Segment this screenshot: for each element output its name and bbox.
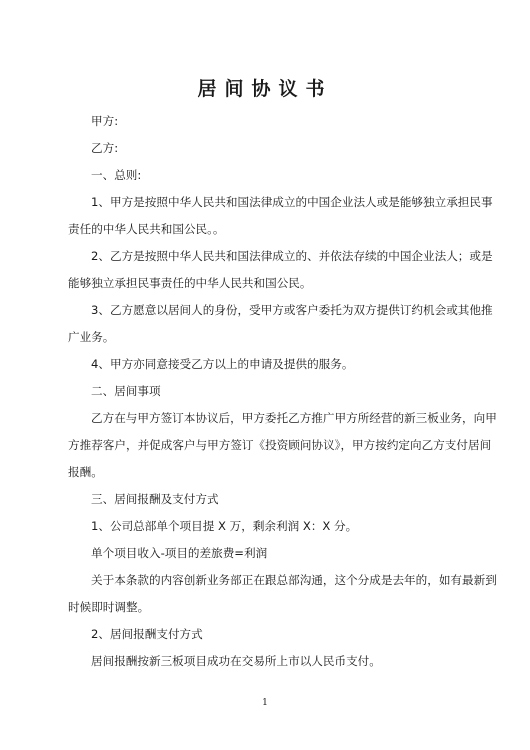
clause-1-4: 4、甲方亦同意接受乙方以上的申请及提供的服务。	[91, 357, 354, 371]
section-heading-remuneration: 三、居间报酬及支付方式	[91, 492, 219, 506]
clause-1-2-line-2: 能够独立承担民事责任的中华人民共和国公民。	[68, 276, 312, 290]
section-heading-matters: 二、居间事项	[91, 384, 161, 398]
section-2-body-line-2: 方推荐客户，并促成客户与甲方签订《投资顾问协议》，甲方按约定向乙方支付居间	[68, 438, 492, 452]
section-2-body-line-3: 报酬。	[68, 465, 103, 479]
clause-3-1: 1、公司总部单个项目提 X 万，剩余利润 X：X 分。	[91, 519, 358, 533]
party-b-label: 乙方:	[91, 141, 119, 155]
clause-1-3-line-1: 3、乙方愿意以居间人的身份，受甲方或客户委托为双方提供订约机会或其他推	[91, 303, 493, 317]
page-number: 1	[262, 698, 268, 708]
document-title: 居间协议书	[197, 78, 333, 100]
document-body	[68, 111, 497, 671]
clause-1-3-line-2: 广业务。	[68, 330, 115, 344]
clause-3-2: 2、居间报酬支付方式	[91, 627, 203, 641]
clause-1-1-line-1: 1、甲方是按照中华人民共和国法律成立的中国企业法人或是能够独立承担民事	[91, 195, 493, 209]
note-line-2: 时候即时调整。	[68, 600, 150, 614]
profit-formula: 单个项目收入-项目的差旅费=利润	[91, 546, 268, 560]
clause-1-2-line-1: 2、乙方是按照中华人民共和国法律成立的、并依法存续的中国企业法人；或是	[91, 249, 493, 263]
section-2-body-line-1: 乙方在与甲方签订本协议后，甲方委托乙方推广甲方所经营的新三板业务，向甲	[91, 411, 497, 425]
clause-1-1-line-2: 责任的中华人民共和国公民。。	[68, 222, 225, 236]
payment-text: 居间报酬按新三板项目成功在交易所上市以人民币支付。	[91, 654, 381, 668]
party-a-label: 甲方:	[91, 114, 119, 128]
note-line-1: 关于本条款的内容创新业务部正在跟总部沟通，这个分成是去年的，如有最新到	[91, 573, 497, 587]
section-heading-general: 一、总则:	[91, 168, 142, 182]
